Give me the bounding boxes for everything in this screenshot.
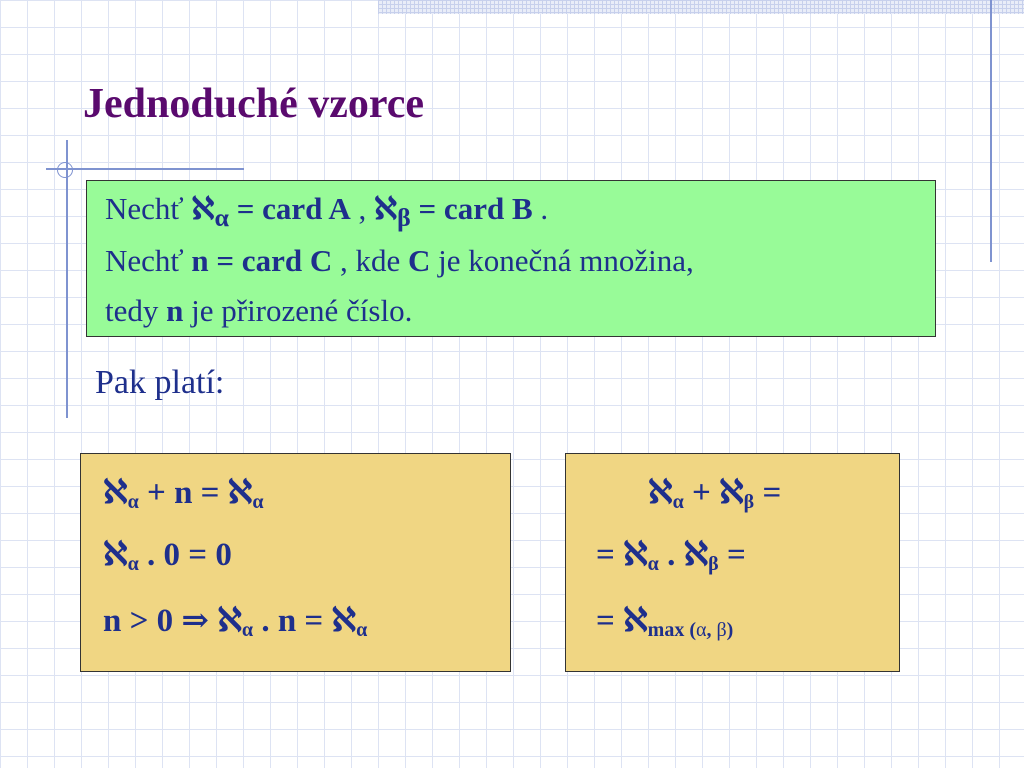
definition-line-3: tedy n je přirozené číslo. — [105, 293, 413, 328]
formula-left-3: n > 0 ⇒ ℵ$_\alpha$ . n = ℵ$_\alpha$ — [103, 603, 368, 641]
then-holds-label: Pak platí: — [95, 364, 225, 401]
left-vertical-line — [66, 140, 68, 418]
formula-left-2: ℵ$_\alpha$ . 0 = 0 — [103, 537, 232, 575]
formula-right-3: = ℵ$_{max (\alpha, \beta)}$ — [596, 603, 734, 641]
aleph-symbol: ℵ — [191, 191, 215, 226]
slide-title: Jednoduché vzorce — [83, 81, 425, 127]
formula-right-2: = ℵ$_\alpha$ . ℵ$_\beta$ = — [596, 537, 746, 575]
definition-line-1: Nechť ℵ$_\alpha$ = card A , ℵ$_\beta$ = card B . — [105, 191, 549, 233]
title-underline — [46, 168, 244, 170]
formula-right-1: ℵ$_\alpha$ + ℵ$_\beta$ = — [648, 475, 782, 513]
top-decor-band — [378, 0, 1024, 14]
formula-box-left — [80, 453, 511, 672]
aleph-symbol: ℵ — [374, 191, 398, 226]
formula-left-1: ℵ$_\alpha$ + n = ℵ$_\alpha$ — [103, 475, 264, 513]
formula-box-right — [565, 453, 900, 672]
definition-box — [86, 180, 936, 337]
decor-circle — [57, 162, 73, 178]
right-vertical-line — [990, 0, 992, 262]
definition-line-2: Nechť n = card C , kde C je konečná množina, — [105, 243, 694, 278]
